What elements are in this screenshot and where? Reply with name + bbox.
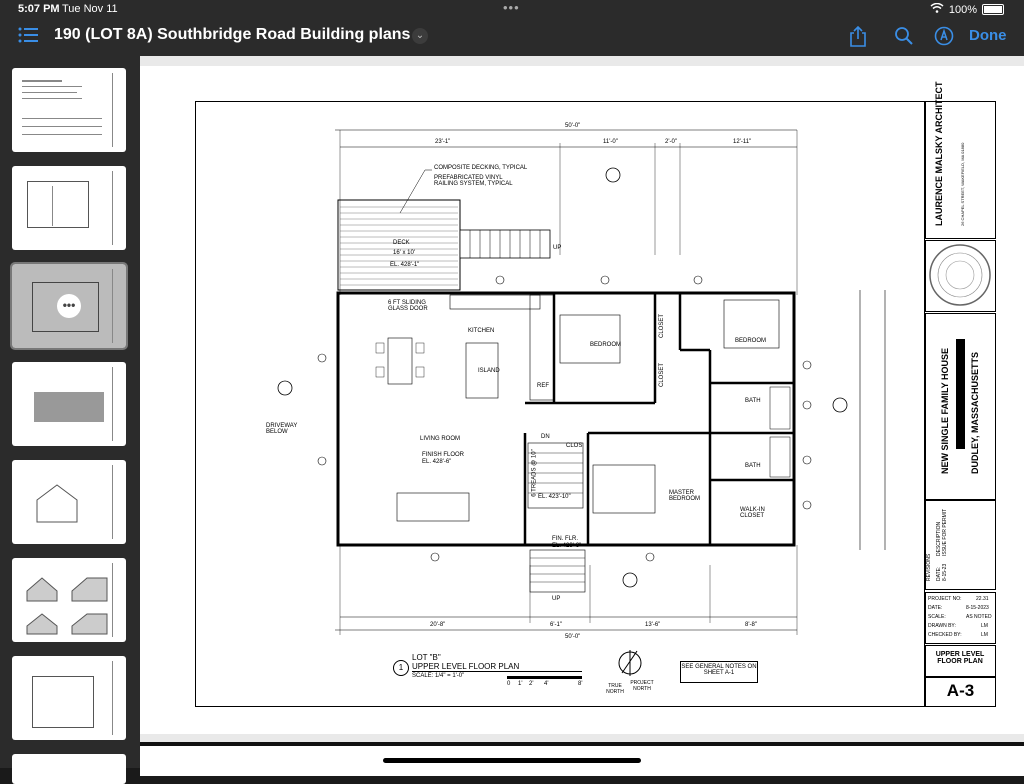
closet-label-2: CLOSET xyxy=(659,362,666,388)
sheet-number: A-3 xyxy=(946,681,975,700)
markup-icon[interactable] xyxy=(934,26,954,51)
dim-overall-top: 50'-0" xyxy=(565,123,581,129)
drawn-by: LM xyxy=(981,623,988,629)
island-label: ISLAND xyxy=(478,368,500,374)
sliding-door-note: 6 FT SLIDING GLASS DOOR xyxy=(388,300,428,312)
room-bath-1: BATH xyxy=(745,398,761,404)
revisions-label: REVISIONS xyxy=(926,553,932,581)
home-indicator[interactable] xyxy=(383,758,641,763)
deck-el: EL. 428'-1" xyxy=(390,262,420,268)
document-title[interactable]: 190 (LOT 8A) Southbridge Road Building plans xyxy=(54,26,411,43)
landing-el: EL. 423'-10" xyxy=(538,494,571,500)
room-kitchen: KITCHEN xyxy=(468,328,495,334)
page-thumbnail-1[interactable] xyxy=(12,68,126,152)
room-deck: DECK xyxy=(393,240,410,246)
dim-bottom-1: 20'-8" xyxy=(430,622,446,628)
clos-label: CLOS xyxy=(566,443,583,449)
status-bar xyxy=(0,0,1024,18)
page-thumbnail-5[interactable] xyxy=(12,460,126,544)
rev-date-label: DATE: xyxy=(936,566,942,581)
drawing-title: UPPER LEVEL FLOOR PLAN xyxy=(412,662,520,671)
battery-percent: 100% xyxy=(948,3,977,16)
wifi-icon xyxy=(930,3,944,16)
finish-floor-label: FINISH FLOOR xyxy=(422,452,465,458)
sheet-title: UPPER LEVEL FLOOR PLAN xyxy=(935,651,985,665)
finish-floor-el: EL. 428'-6" xyxy=(422,459,452,465)
list-icon[interactable] xyxy=(18,26,38,49)
battery-icon xyxy=(982,4,1004,15)
checked-by-label: CHECKED BY: xyxy=(928,632,962,638)
north-arrow-icon xyxy=(615,648,645,678)
page-thumbnail-2[interactable] xyxy=(12,166,126,250)
scale-bar-1: 1' xyxy=(518,681,523,687)
dim-bottom-2: 6'-1" xyxy=(550,622,562,628)
dim-bottom-4: 8'-8" xyxy=(745,622,757,628)
stair-dn: DN xyxy=(541,434,550,440)
project-block xyxy=(925,313,996,500)
status-right xyxy=(930,3,1004,16)
room-bedroom-2: BEDROOM xyxy=(735,338,767,344)
page-thumbnail-6[interactable] xyxy=(12,558,126,642)
search-icon[interactable] xyxy=(894,26,914,51)
room-living: LIVING ROOM xyxy=(420,436,461,442)
room-master: MASTER BEDROOM xyxy=(669,490,701,502)
true-north-label: TRUE NORTH xyxy=(606,683,624,695)
room-walkin: WALK-IN CLOSET xyxy=(740,507,765,519)
deck-size: 16' x 10' xyxy=(393,250,415,256)
scale-bar xyxy=(507,676,582,679)
drawn-by-label: DRAWN BY: xyxy=(928,623,956,629)
rev-description-value: ISSUE FOR PERMIT xyxy=(942,508,948,556)
multitask-dots-icon[interactable]: ••• xyxy=(503,0,520,15)
project-no: 22.31 xyxy=(976,596,989,602)
dim-top-4: 12'-11" xyxy=(733,139,752,145)
dim-top-3: 2'-0" xyxy=(665,139,677,145)
page-thumbnails-sidebar xyxy=(0,56,140,768)
scale-bar-0: 0 xyxy=(507,681,511,687)
chevron-down-icon[interactable]: ⌄ xyxy=(412,28,428,44)
scale-bar-4: 4' xyxy=(544,681,549,687)
architect-seal-icon xyxy=(928,243,992,307)
decking-note: COMPOSITE DECKING, TYPICAL xyxy=(434,165,528,171)
status-date: Tue Nov 11 xyxy=(62,3,118,15)
page-thumbnail-4[interactable] xyxy=(12,362,126,446)
checked-by: LM xyxy=(981,632,988,638)
dim-top-2: 11'-0" xyxy=(603,139,618,145)
scale-bar-2: 2' xyxy=(529,681,534,687)
sheet-date-label: DATE: xyxy=(928,605,943,611)
railing-note: PREFABRICATED VINYL RAILING SYSTEM, TYPICAL xyxy=(434,175,513,187)
rev-date-value: 8-15-23 xyxy=(942,563,948,581)
architect-name: LAURENCE MALSKY ARCHITECT xyxy=(934,81,944,226)
title-underline xyxy=(412,671,582,672)
scale-value: AS NOTED xyxy=(966,614,992,620)
drawing-scale: SCALE: 1/4" = 1'-0" xyxy=(412,673,465,679)
room-bedroom-1: BEDROOM xyxy=(590,342,622,348)
revisions-block xyxy=(925,500,996,590)
driveway-label: DRIVEWAY BELOW xyxy=(266,423,298,435)
project-title: NEW SINGLE FAMILY HOUSE xyxy=(940,347,950,474)
project-north-label: PROJECT NORTH xyxy=(630,680,654,692)
rev-description-label: DESCRIPTION xyxy=(936,521,942,556)
project-no-label: PROJECT NO: xyxy=(928,596,962,602)
sheet-number-block xyxy=(925,677,996,707)
room-bath-2: BATH xyxy=(745,463,761,469)
more-options-icon[interactable]: ••• xyxy=(57,294,81,318)
closet-label-1: CLOSET xyxy=(659,313,666,339)
project-info-block xyxy=(925,592,996,644)
done-button[interactable]: Done xyxy=(969,27,1007,44)
architect-seal xyxy=(925,240,996,312)
fin-flr-el: EL. 423'-3" xyxy=(552,543,582,549)
dim-top-1: 23'-1" xyxy=(435,139,451,145)
drawing-number-bubble: 1 xyxy=(393,660,409,676)
general-notes-box: SEE GENERAL NOTES ON SHEET A-1 xyxy=(680,661,758,683)
status-time: 5:07 PM xyxy=(18,3,60,15)
fin-flr-label: FIN. FLR. xyxy=(552,536,579,542)
sheet-date: 8-15-2023 xyxy=(966,605,989,611)
page-thumbnail-8[interactable] xyxy=(12,754,126,784)
page-thumbnail-7[interactable] xyxy=(12,656,126,740)
nav-bar xyxy=(0,18,1024,56)
scale-bar-8: 8' xyxy=(578,681,583,687)
project-location: DUDLEY, MASSACHUSETTS xyxy=(970,351,980,474)
dim-bottom-3: 13'-6" xyxy=(645,622,661,628)
share-icon[interactable] xyxy=(848,26,868,53)
sheet-title-block xyxy=(925,645,996,677)
scale-label: SCALE: xyxy=(928,614,946,620)
architect-block xyxy=(925,81,996,239)
deck-stair-up: UP xyxy=(553,245,562,251)
stair-up: UP xyxy=(552,596,561,602)
floor-plan-drawing xyxy=(260,125,900,645)
treads-note: 6 TREADS @ 10" xyxy=(531,449,538,497)
page-thumbnail-3-selected[interactable] xyxy=(12,264,126,348)
ref-label: REF xyxy=(537,383,549,389)
dim-overall-bottom: 50'-0" xyxy=(565,634,581,640)
drawing-lot: LOT "B" xyxy=(412,653,441,662)
architect-address: 26 CHAPEL STREET, WAKEFIELD, MA 01880 xyxy=(960,142,965,226)
redaction-bar xyxy=(956,339,965,449)
